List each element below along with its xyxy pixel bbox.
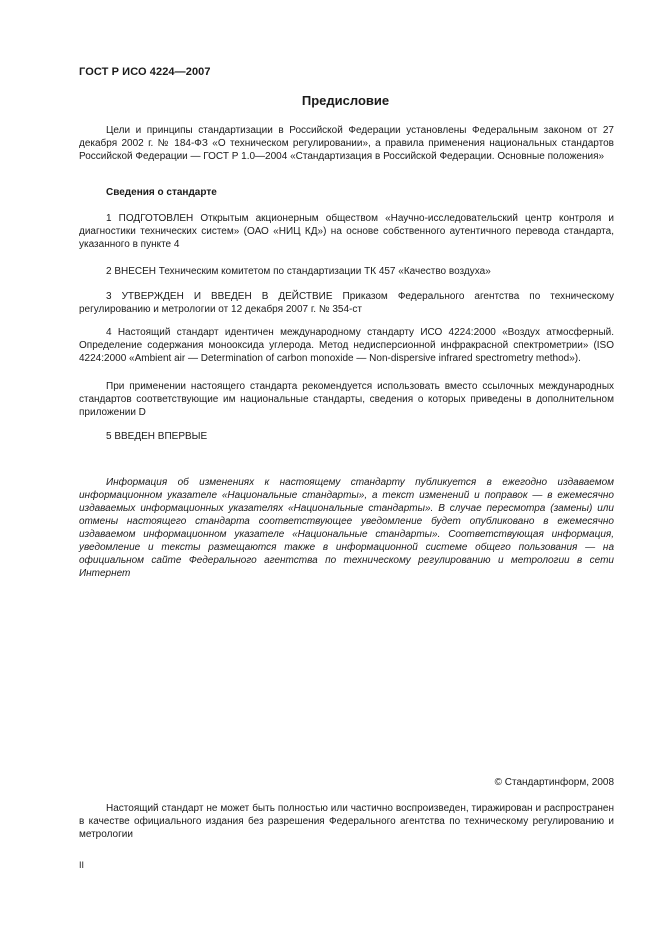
notice-paragraph: Информация об изменениях к настоящему стандарту публикуется в ежегодно издаваемом информационном указателе «Национальные стандарты», а текст изменений и поправок — в ежемесячно издаваемых информационных указателях «Национальные стандарты». В случае пересмотра (замены) или отмены настоящего стандарта соответствующее уведомление будет опубликовано в ежемесячно издаваемом информационном указателе «Национальные стандарты». Соответствующая информация, уведомление и тексты размещаются также в информационной системе общего пользования — на официальном сайте Федерального агентства по техническому регулированию и метрологии в сети Интернет	[79, 477, 614, 579]
item-3: 3 УТВЕРЖДЕН И ВВЕДЕН В ДЕЙСТВИЕ Приказом Федерального агентства по техническому регулированию и метрологии от 12 декабря 2007 г. № 354-ст	[79, 291, 614, 315]
section-title: Сведения о стандарте	[106, 187, 217, 198]
document-header: ГОСТ Р ИСО 4224—2007	[79, 66, 211, 78]
item-4: 4 Настоящий стандарт идентичен международному стандарту ИСО 4224:2000 «Воздух атмосферный. Определение содержания монооксида углерода. Метод недисперсионной инфракрасной спектрометрии» (ISO 4224:2000 «Ambient air — Determination of carbon monoxide — Non-dispersive infrared spectrometry method»).	[79, 327, 614, 364]
copyright: © Стандартинформ, 2008	[494, 777, 614, 788]
item-4-note: При применении настоящего стандарта рекомендуется использовать вместо ссылочных международных стандартов соответствующие им национальные стандарты, сведения о которых приведены в дополнительном приложении D	[79, 381, 614, 418]
intro-paragraph: Цели и принципы стандартизации в Российской Федерации установлены Федеральным законом от 27 декабря 2002 г. № 184-ФЗ «О техническом регулировании», а правила применения национальных стандартов Российской Федерации — ГОСТ Р 1.0—2004 «Стандартизация в Российской Федерации. Основные положения»	[79, 125, 614, 162]
item-5: 5 ВВЕДЕН ВПЕРВЫЕ	[106, 431, 208, 442]
page-number: II	[79, 860, 85, 870]
item-1: 1 ПОДГОТОВЛЕН Открытым акционерным обществом «Научно-исследовательский центр контроля и диагностики технических систем» (ОАО «НИЦ КД») на основе собственного аутентичного перевода стандарта, указанного в пункте 4	[79, 213, 614, 250]
page-title: Предисловие	[301, 93, 390, 108]
item-2: 2 ВНЕСЕН Техническим комитетом по стандартизации ТК 457 «Качество воздуха»	[106, 266, 491, 277]
reproduction-notice: Настоящий стандарт не может быть полностью или частично воспроизведен, тиражирован и распространен в качестве официального издания без разрешения Федерального агентства по техническому регулированию и метрологии	[79, 803, 614, 840]
